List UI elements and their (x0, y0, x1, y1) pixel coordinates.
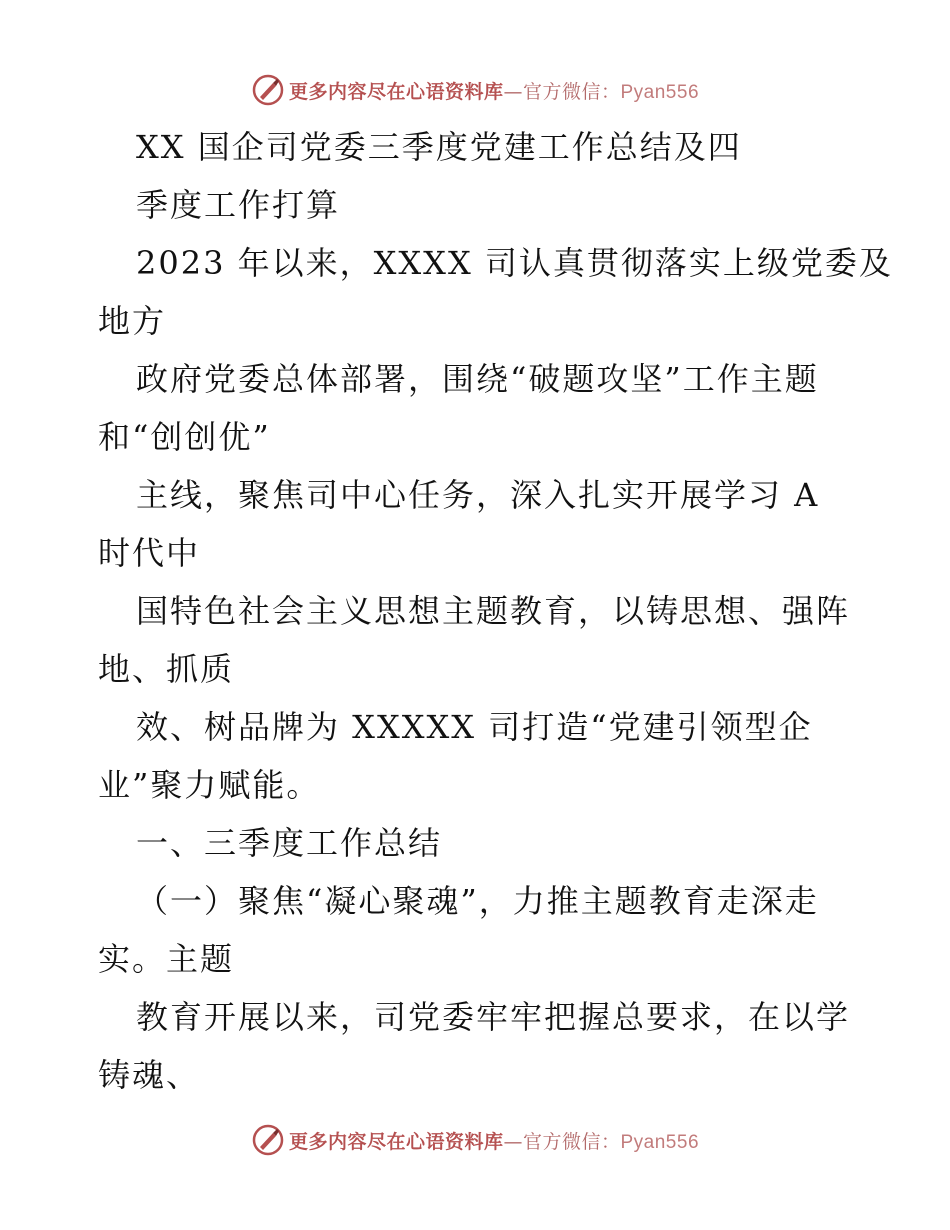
section-heading: 一、三季度工作总结 (136, 824, 443, 862)
paragraph-line: 和“创创优” (98, 418, 271, 456)
paragraph-line: 2023 年以来，XXXX 司认真贯彻落实上级党委及 (136, 244, 893, 282)
banner-wechat-id: Pyan556 (620, 81, 700, 103)
pen-logo-icon (251, 1123, 285, 1157)
paragraph-line: 时代中 (98, 534, 201, 572)
paragraph-line: 效、树品牌为 XXXXX 司打造“党建引领型企 (136, 708, 813, 746)
paragraph-line: 地方 (98, 302, 167, 340)
banner-wechat-id: Pyan556 (620, 1131, 700, 1153)
header-banner-text (289, 77, 699, 104)
doc-title-line-1: XX 国企司党委三季度党建工作总结及四 (136, 128, 742, 166)
footer-banner (0, 1120, 950, 1160)
paragraph-line: 政府党委总体部署，围绕“破题攻坚”工作主题 (136, 360, 819, 398)
paragraph-line: 业”聚力赋能。 (98, 766, 321, 804)
header-banner (0, 70, 950, 110)
banner-main: 更多内容尽在心语资料库 (288, 80, 504, 103)
paragraph-line: 实。主题 (98, 940, 235, 978)
banner-suffix: 官方微信： (522, 1130, 621, 1153)
paragraph-line: 国特色社会主义思想主题教育，以铸思想、强阵 (136, 592, 851, 630)
banner-suffix: 官方微信： (522, 80, 621, 103)
doc-title-line-2: 季度工作打算 (136, 186, 341, 224)
paragraph-line: 铸魂、 (98, 1056, 201, 1094)
document-body (98, 118, 893, 1104)
banner-dash: — (503, 1130, 523, 1153)
pen-logo-icon (251, 73, 285, 107)
subsection-heading: （一）聚焦“凝心聚魂”，力推主题教育走深走 (136, 882, 819, 920)
banner-main: 更多内容尽在心语资料库 (288, 1130, 504, 1153)
paragraph-line: 教育开展以来，司党委牢牢把握总要求，在以学 (136, 998, 851, 1036)
banner-dash: — (503, 80, 523, 103)
paragraph-line: 地、抓质 (98, 650, 235, 688)
footer-banner-text (289, 1127, 699, 1154)
paragraph-line: 主线，聚焦司中心任务，深入扎实开展学习 A (136, 476, 820, 514)
